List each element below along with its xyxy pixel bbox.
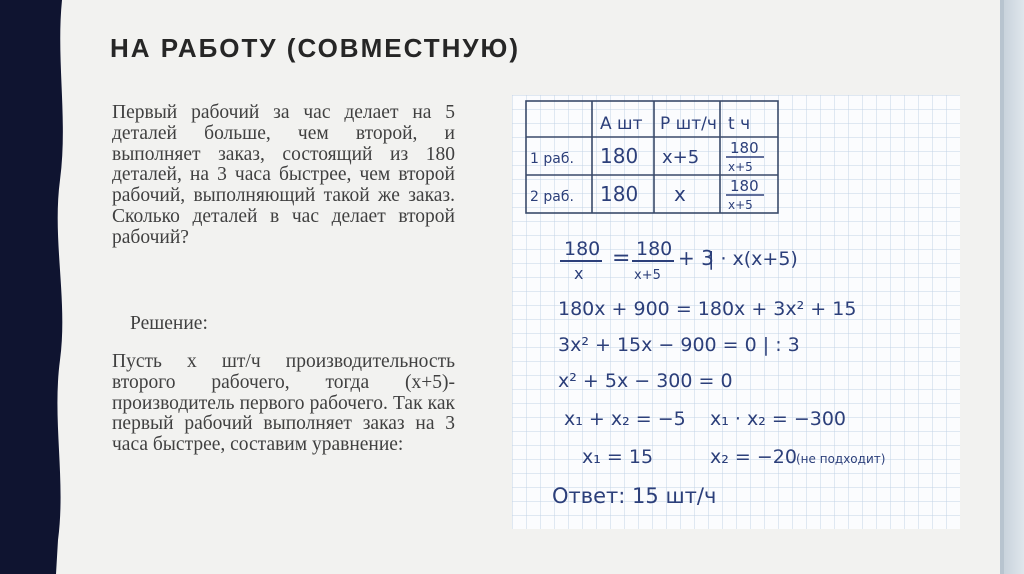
decorative-right-band [1004,0,1024,574]
eq3: 3x² + 15x − 900 = 0 | : 3 [558,334,800,356]
table-row1-t-den: x+5 [728,160,753,174]
table-header-p: Р шт/ч [660,114,717,134]
eq4: x² + 5x − 300 = 0 [558,370,733,392]
answer: Ответ: 15 шт/ч [552,484,717,508]
root-2: x₂ = −20 [710,446,797,468]
table-row1-label: 1 раб. [530,151,574,167]
slide-title: НА РАБОТУ (СОВМЕСТНУЮ) [110,33,521,63]
eq1-right-num: 180 [636,238,673,260]
root-2-note: (не подходит) [796,452,886,466]
notebook-photo [512,95,960,529]
table-header-a: А шт [600,114,643,134]
eq1-left-num: 180 [564,238,601,260]
eq1-multiplier: | · x(x+5) [708,248,798,270]
eq1-left-den: x [574,264,584,283]
table-row1-p: x+5 [662,147,700,168]
table-row2-t-den: x+5 [728,198,753,212]
vieta-sum: x₁ + x₂ = −5 [564,408,686,430]
table-row2-a: 180 [600,182,639,206]
table-header-t: t ч [728,114,751,134]
decorative-left-band [0,0,70,574]
table-row2-p: x [674,182,686,206]
table-row1-t-num: 180 [730,139,759,157]
eq1-right-den: x+5 [634,268,661,283]
root-1: x₁ = 15 [582,446,654,468]
solution-text: Пусть х шт/ч производительность второго рабочего, тогда (х+5)- производитель первого рабочего. Так как первый рабочий выполняет заказ на 3 часа быстрее, составим уравнение: [112,351,455,456]
vieta-product: x₁ · x₂ = −300 [710,408,847,430]
table-row2-label: 2 раб. [530,189,574,205]
table-row2-t-num: 180 [730,177,759,195]
solution-heading: Решение: [130,313,208,334]
eq1-plus3: + 3 [678,246,714,270]
problem-text: Первый рабочий за час делает на 5 деталей больше, чем второй, и выполняет заказ, состоящий из 180 деталей, на 3 часа быстрее, чем второй рабочий, выполняющий такой же заказ. Сколько деталей в час делает второй рабочий? [112,102,455,248]
eq2: 180x + 900 = 180x + 3x² + 15 [558,298,857,320]
table-row1-a: 180 [600,144,639,168]
svg-text:=: = [612,246,631,271]
